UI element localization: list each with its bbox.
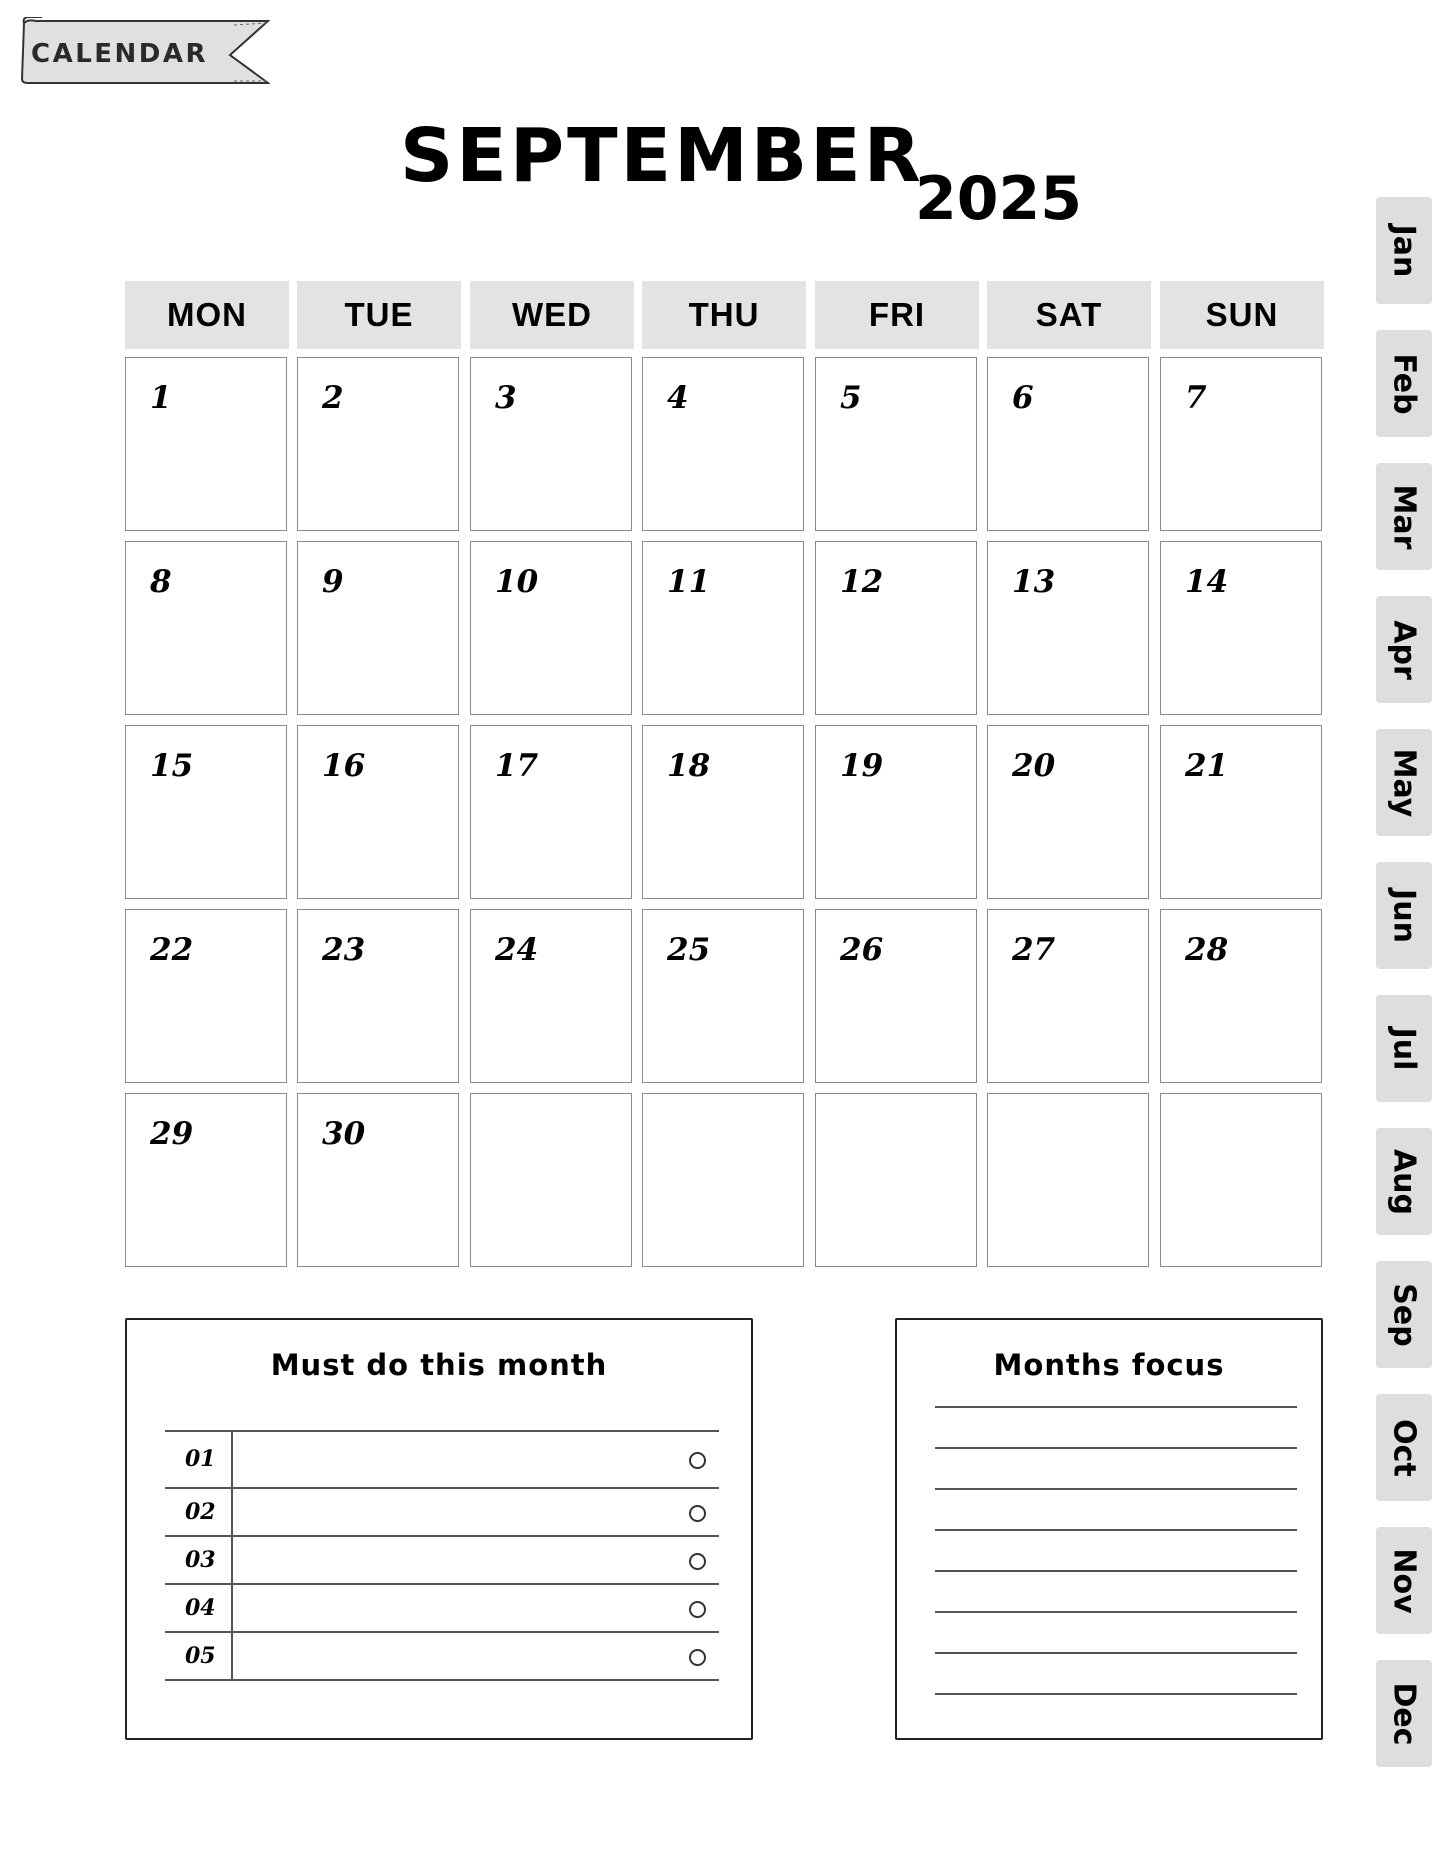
day-cell[interactable] (815, 909, 977, 1083)
tab-sep[interactable] (1376, 1261, 1432, 1368)
tab-aug[interactable] (1376, 1128, 1432, 1235)
todo-rule (165, 1535, 719, 1537)
day-number: 3 (495, 380, 517, 416)
tab-jul[interactable] (1376, 995, 1432, 1102)
day-cell[interactable] (1160, 725, 1322, 899)
day-number: 9 (322, 564, 344, 600)
day-cell[interactable] (815, 357, 977, 531)
day-cell[interactable] (297, 909, 459, 1083)
todo-checkbox[interactable] (689, 1452, 706, 1469)
todo-checkbox[interactable] (689, 1505, 706, 1522)
day-number: 1 (150, 380, 172, 416)
todo-rule (165, 1631, 719, 1633)
day-cell[interactable] (470, 357, 632, 531)
focus-writing-line[interactable] (935, 1406, 1297, 1408)
todo-rule (165, 1679, 719, 1681)
weekday-wed: WED (470, 281, 634, 349)
focus-title: Months focus (993, 1348, 1225, 1382)
tab-nov[interactable] (1376, 1527, 1432, 1634)
tab-label: Mar (1386, 484, 1422, 549)
weekday-mon: MON (125, 281, 289, 349)
day-number: 12 (840, 564, 884, 600)
focus-writing-line[interactable] (935, 1529, 1297, 1531)
day-number: 30 (322, 1116, 366, 1152)
tab-mar[interactable] (1376, 463, 1432, 570)
day-number: 29 (150, 1116, 194, 1152)
todo-checkbox[interactable] (689, 1601, 706, 1618)
day-cell[interactable] (987, 357, 1149, 531)
day-cell[interactable] (297, 1093, 459, 1267)
tab-label: Jan (1386, 224, 1422, 277)
focus-writing-line[interactable] (935, 1570, 1297, 1572)
weekday-fri: FRI (815, 281, 979, 349)
day-number: 11 (667, 564, 711, 600)
day-number: 7 (1185, 380, 1207, 416)
day-number: 22 (150, 932, 194, 968)
day-cell[interactable] (642, 357, 804, 531)
tab-label: Jun (1386, 888, 1422, 943)
day-cell[interactable] (815, 725, 977, 899)
focus-writing-line[interactable] (935, 1488, 1297, 1490)
day-number: 14 (1185, 564, 1229, 600)
todo-divider (231, 1430, 233, 1680)
day-number: 15 (150, 748, 194, 784)
day-cell[interactable] (1160, 909, 1322, 1083)
day-cell[interactable] (470, 541, 632, 715)
todo-number: 01 (185, 1446, 216, 1472)
day-cell[interactable] (815, 541, 977, 715)
day-number: 10 (495, 564, 539, 600)
focus-panel (895, 1318, 1323, 1740)
todo-number: 05 (185, 1643, 216, 1669)
weekday-sun: SUN (1160, 281, 1324, 349)
day-cell[interactable] (642, 541, 804, 715)
day-cell[interactable] (1160, 1093, 1322, 1267)
day-number: 5 (840, 380, 862, 416)
todo-rule (165, 1583, 719, 1585)
day-cell[interactable] (642, 909, 804, 1083)
day-cell[interactable] (642, 1093, 804, 1267)
tab-label: Sep (1386, 1282, 1422, 1347)
tab-dec[interactable] (1376, 1660, 1432, 1767)
day-cell[interactable] (987, 909, 1149, 1083)
weekday-tue: TUE (297, 281, 461, 349)
day-number: 8 (150, 564, 172, 600)
tab-feb[interactable] (1376, 330, 1432, 437)
focus-writing-line[interactable] (935, 1693, 1297, 1695)
tab-label: Nov (1386, 1547, 1422, 1614)
tab-label: Jul (1386, 1027, 1422, 1070)
day-number: 13 (1012, 564, 1056, 600)
month-title: SEPTEMBER (400, 113, 924, 199)
tab-may[interactable] (1376, 729, 1432, 836)
day-number: 24 (495, 932, 539, 968)
day-cell[interactable] (297, 541, 459, 715)
day-number: 23 (322, 932, 366, 968)
day-number: 19 (840, 748, 884, 784)
day-cell[interactable] (297, 357, 459, 531)
year-title: 2025 (915, 164, 1082, 234)
must-do-title: Must do this month (270, 1348, 608, 1382)
day-cell[interactable] (987, 541, 1149, 715)
tab-jan[interactable] (1376, 197, 1432, 304)
day-cell[interactable] (297, 725, 459, 899)
day-cell[interactable] (470, 1093, 632, 1267)
weekday-sat: SAT (987, 281, 1151, 349)
day-number: 17 (495, 748, 539, 784)
day-number: 28 (1185, 932, 1229, 968)
day-cell[interactable] (642, 725, 804, 899)
day-cell[interactable] (125, 357, 287, 531)
day-cell[interactable] (815, 1093, 977, 1267)
day-cell[interactable] (1160, 541, 1322, 715)
day-cell[interactable] (470, 725, 632, 899)
day-number: 20 (1012, 748, 1056, 784)
day-number: 16 (322, 748, 366, 784)
day-cell[interactable] (125, 541, 287, 715)
tab-label: Feb (1386, 352, 1422, 415)
tab-label: Oct (1386, 1418, 1422, 1477)
todo-rule (165, 1430, 719, 1432)
day-cell[interactable] (125, 909, 287, 1083)
tab-label: Apr (1386, 619, 1422, 680)
day-number: 27 (1012, 932, 1056, 968)
day-cell[interactable] (1160, 357, 1322, 531)
todo-number: 03 (185, 1547, 216, 1573)
focus-writing-line[interactable] (935, 1652, 1297, 1654)
todo-checkbox[interactable] (689, 1649, 706, 1666)
tab-apr[interactable] (1376, 596, 1432, 703)
must-do-panel (125, 1318, 753, 1740)
focus-writing-line[interactable] (935, 1447, 1297, 1449)
todo-checkbox[interactable] (689, 1553, 706, 1570)
tab-label: Dec (1386, 1681, 1422, 1746)
tab-jun[interactable] (1376, 862, 1432, 969)
todo-number: 02 (185, 1499, 216, 1525)
tab-label: May (1386, 748, 1422, 817)
todo-number: 04 (185, 1595, 216, 1621)
day-cell[interactable] (987, 1093, 1149, 1267)
banner-label: CALENDAR (31, 39, 209, 69)
day-number: 18 (667, 748, 711, 784)
day-number: 6 (1012, 380, 1034, 416)
focus-writing-line[interactable] (935, 1611, 1297, 1613)
tab-oct[interactable] (1376, 1394, 1432, 1501)
day-number: 25 (667, 932, 711, 968)
day-cell[interactable] (125, 725, 287, 899)
day-number: 21 (1185, 748, 1229, 784)
day-number: 2 (322, 380, 344, 416)
tab-label: Aug (1386, 1148, 1422, 1215)
day-number: 4 (667, 380, 689, 416)
day-cell[interactable] (470, 909, 632, 1083)
day-cell[interactable] (125, 1093, 287, 1267)
day-cell[interactable] (987, 725, 1149, 899)
day-number: 26 (840, 932, 884, 968)
todo-rule (165, 1487, 719, 1489)
weekday-thu: THU (642, 281, 806, 349)
